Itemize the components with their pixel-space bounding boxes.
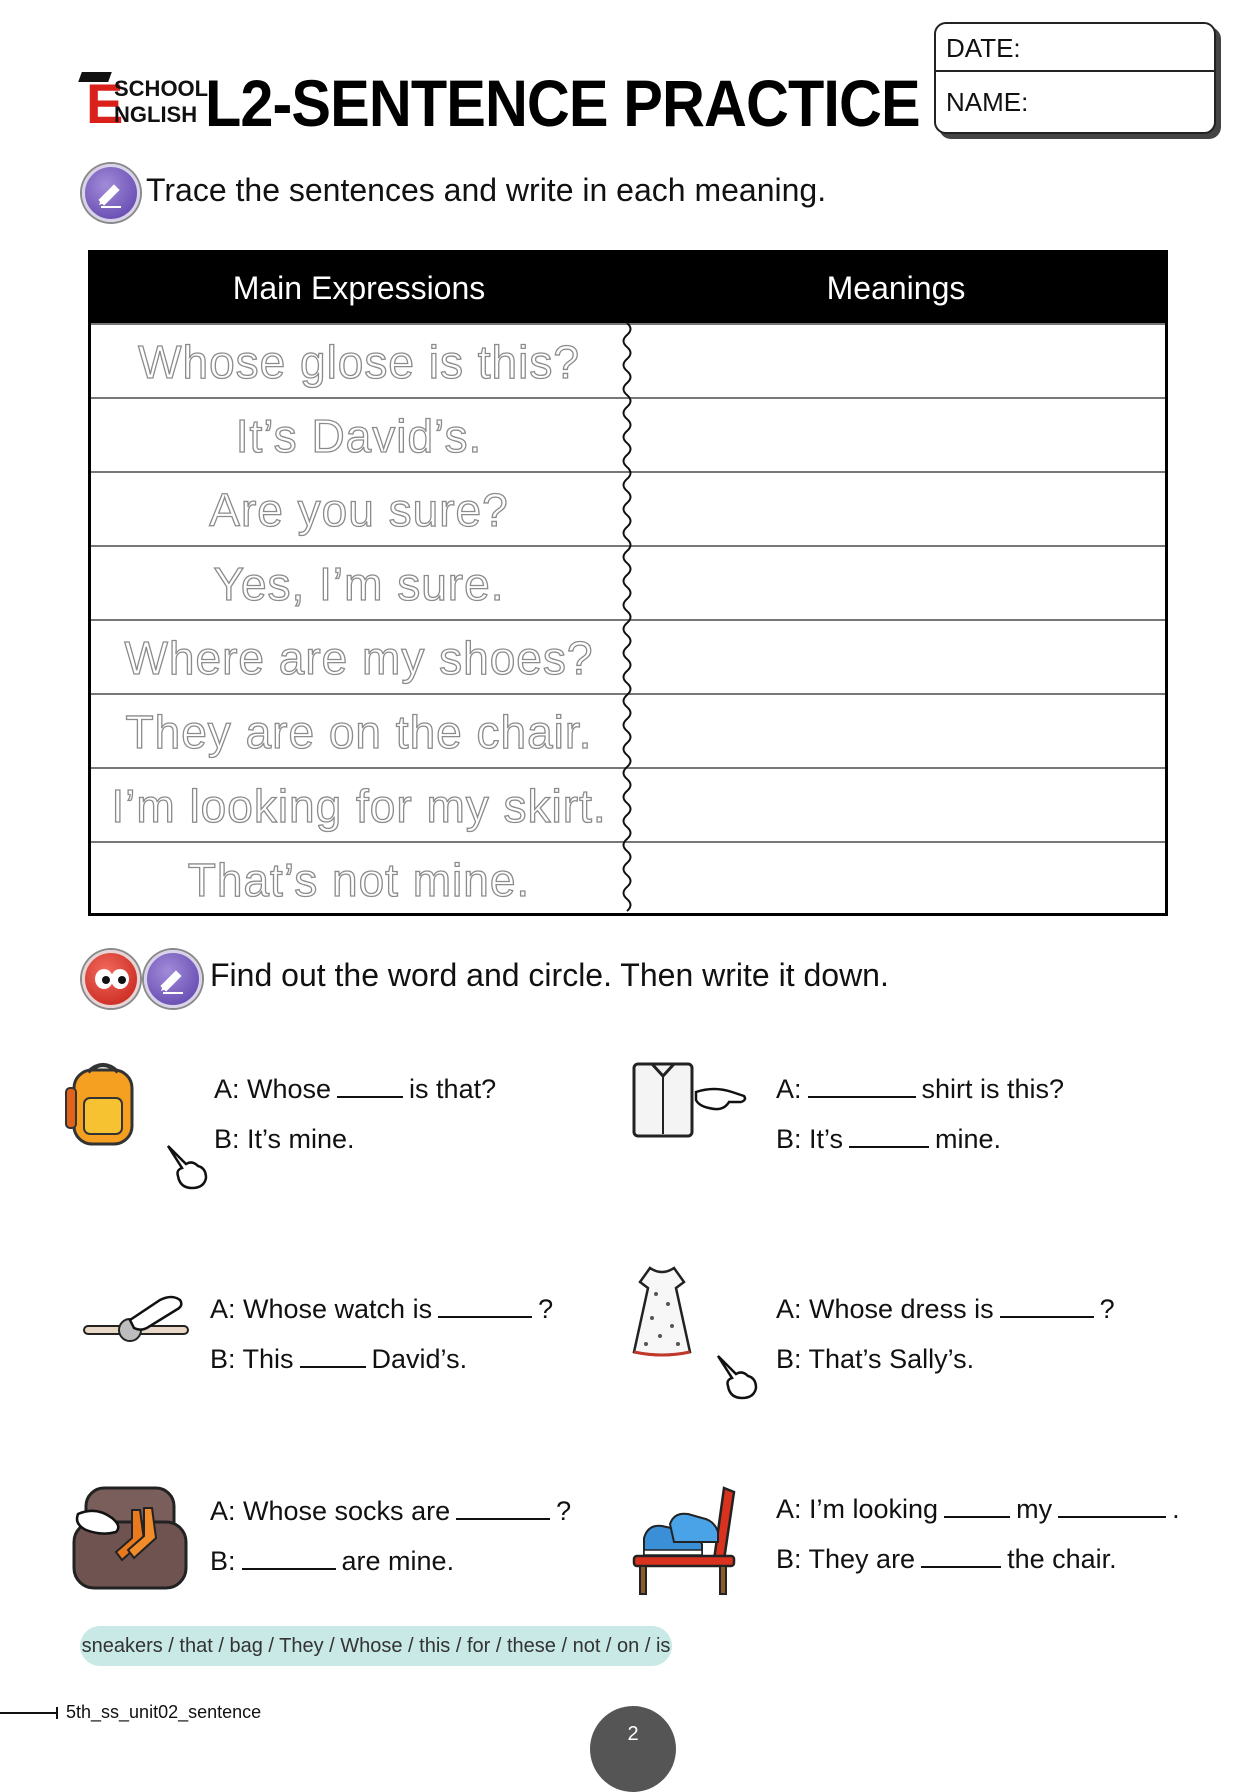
- answer-blank[interactable]: [300, 1342, 366, 1368]
- eyes-badge-icon: [82, 950, 140, 1008]
- name-field[interactable]: NAME:: [946, 87, 1029, 117]
- pointing-hand-icon: [714, 1348, 766, 1400]
- logo-line2: NGLISH: [114, 102, 198, 127]
- table-header: [91, 253, 1165, 323]
- answer-blank[interactable]: [337, 1072, 403, 1098]
- footer-code: 5th_ss_unit02_sentence: [66, 1702, 262, 1722]
- trace-sentence[interactable]: That’s not mine.: [187, 854, 531, 906]
- date-name-box: [934, 22, 1216, 134]
- armchair-socks-icon: [72, 1484, 188, 1594]
- logo-line1: SCHOOL: [114, 76, 209, 101]
- instruction-find: Find out the word and circle. Then write it down.: [210, 957, 889, 993]
- ex6-line-a: A: I’m looking my .: [776, 1494, 1180, 1524]
- ex1-line-b: B: It’s mine.: [214, 1124, 355, 1154]
- backpack-icon: [64, 1058, 144, 1150]
- date-field[interactable]: DATE:: [936, 30, 1214, 72]
- practice-table: [88, 250, 1168, 916]
- ex2-line-b: B: It’s mine.: [776, 1124, 1002, 1154]
- answer-blank[interactable]: [849, 1122, 929, 1148]
- logo-initial: E: [86, 72, 124, 135]
- footer-rule: [0, 1712, 58, 1714]
- ex4-line-b: B: That’s Sally’s.: [776, 1344, 975, 1374]
- chair-sneakers-icon: [630, 1484, 750, 1598]
- dress-icon: [626, 1264, 698, 1360]
- trace-sentence[interactable]: Are you sure?: [209, 484, 509, 536]
- ex1-line-a: A: Whose is that?: [214, 1074, 497, 1104]
- trace-sentence[interactable]: Whose glose is this?: [138, 336, 580, 388]
- answer-blank[interactable]: [242, 1544, 336, 1570]
- page-number: 2: [590, 1706, 676, 1792]
- pencil-badge-icon: [144, 950, 202, 1008]
- ex5-line-a: A: Whose socks are ?: [210, 1496, 572, 1526]
- trace-sentence[interactable]: It’s David’s.: [235, 410, 483, 462]
- ex6-line-b: B: They are the chair.: [776, 1544, 1117, 1574]
- instruction-trace: Trace the sentences and write in each meaning.: [146, 172, 827, 208]
- ex3-line-b: B: This David’s.: [210, 1344, 468, 1374]
- ex2-line-a: A: shirt is this?: [776, 1074, 1065, 1104]
- ex4-line-a: A: Whose dress is ?: [776, 1294, 1115, 1324]
- page-title: L2-SENTENCE PRACTICE: [205, 66, 920, 140]
- ex3-line-a: A: Whose watch is ?: [210, 1294, 554, 1324]
- shirt-icon: [630, 1058, 750, 1142]
- answer-blank[interactable]: [1000, 1292, 1094, 1318]
- trace-sentence[interactable]: Yes, I’m sure.: [213, 558, 505, 610]
- answer-blank[interactable]: [944, 1492, 1010, 1518]
- ex5-line-b: B: are mine.: [210, 1546, 455, 1576]
- pencil-badge-icon: [82, 164, 140, 222]
- trace-sentence[interactable]: They are on the chair.: [125, 706, 593, 758]
- answer-blank[interactable]: [438, 1292, 532, 1318]
- answer-blank[interactable]: [808, 1072, 916, 1098]
- school-english-logo: [80, 68, 209, 135]
- answer-blank[interactable]: [921, 1542, 1001, 1568]
- column-header-meanings: Meanings: [826, 270, 966, 306]
- answer-blank[interactable]: [456, 1494, 550, 1520]
- trace-sentence[interactable]: Where are my shoes?: [124, 632, 594, 684]
- column-header-expressions: Main Expressions: [232, 270, 486, 306]
- pointing-hand-icon: [164, 1138, 216, 1190]
- word-bank: sneakers / that / bag / They / Whose / this / for / these / not / on / is: [80, 1626, 672, 1666]
- trace-sentence[interactable]: I’m looking for my skirt.: [111, 780, 607, 832]
- answer-blank[interactable]: [1058, 1492, 1166, 1518]
- column-divider-wavy: [617, 323, 637, 915]
- watch-icon: [80, 1290, 200, 1356]
